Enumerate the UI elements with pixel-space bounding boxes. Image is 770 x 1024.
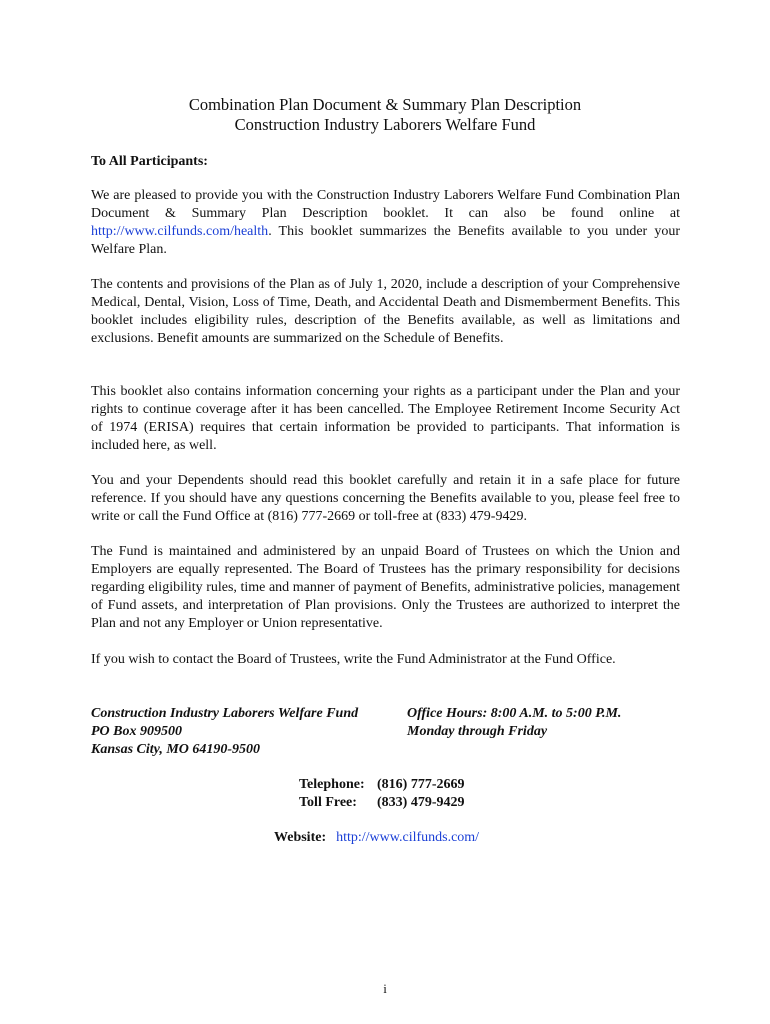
website-row bbox=[274, 829, 479, 847]
telephone-value: (816) 777-2669 bbox=[377, 777, 465, 792]
document-subtitle: Construction Industry Laborers Welfare Fund bbox=[234, 115, 536, 134]
tollfree-label: Toll Free: bbox=[299, 795, 357, 810]
paragraph-contact-board: If you wish to contact the Board of Trustees, write the Fund Administrator at the Fund Office. bbox=[91, 652, 616, 667]
address-po-box: PO Box 909500 bbox=[91, 724, 182, 739]
health-link[interactable]: http://www.cilfunds.com/health bbox=[91, 224, 269, 239]
office-hours-days: Monday through Friday bbox=[407, 724, 548, 739]
tollfree-row bbox=[299, 794, 465, 812]
office-hours-time: Office Hours: 8:00 A.M. to 5:00 P.M. bbox=[407, 706, 622, 721]
mailing-address bbox=[91, 705, 391, 759]
paragraph-intro-text: We are pleased to provide you with the Construction Industry Laborers Welfare Fund Combination Plan Document & Summary Plan Description booklet. It can also be found online at bbox=[91, 188, 680, 221]
telephone-label: Telephone: bbox=[299, 777, 365, 792]
phone-numbers bbox=[299, 776, 465, 812]
website-link[interactable]: http://www.cilfunds.com/ bbox=[336, 830, 480, 845]
paragraph-trustees: The Fund is maintained and administered by an unpaid Board of Trustees on which the Union and Employers are equally represented. The Board of Trustees has the primary responsibility for decisions regarding eligibility rules, time and manner of payment of Benefits, administrative policies, management of Fund assets, and interpretation of Plan provisions. Only the Trustees are authorized to interpret the Plan and not any Employer or Union representative. bbox=[91, 544, 680, 631]
paragraph-contents: The contents and provisions of the Plan as of July 1, 2020, include a description of your Comprehensive Medical, Dental, Vision, Loss of Time, Death, and Accidental Death and Dismemberment Benefits. This booklet includes eligibility rules, description of the Benefits available, as well as limitations and exclusions. Benefit amounts are summarized on the Schedule of Benefits. bbox=[91, 277, 680, 346]
paragraph-rights: This booklet also contains information concerning your rights as a participant under the Plan and your rights to continue coverage after it has been cancelled. The Employee Retirement Income Security Act of 1974 (ERISA) requires that certain information be provided to participants. That information is included here, as well. bbox=[91, 384, 680, 453]
address-name: Construction Industry Laborers Welfare Fund bbox=[91, 706, 359, 721]
website-label: Website: bbox=[274, 830, 327, 845]
salutation: To All Participants: bbox=[91, 154, 208, 169]
telephone-row bbox=[299, 776, 465, 794]
paragraph-intro bbox=[91, 187, 680, 259]
tollfree-value: (833) 479-9429 bbox=[377, 795, 465, 810]
page-number: i bbox=[383, 981, 387, 996]
paragraph-intro-text-end: . This booklet summarizes the Benefits available to you under your Welfare Plan. bbox=[91, 224, 680, 257]
office-hours bbox=[407, 705, 687, 741]
document-title: Combination Plan Document & Summary Plan Description bbox=[188, 95, 582, 114]
address-city: Kansas City, MO 64190-9500 bbox=[91, 742, 261, 757]
paragraph-dependents: You and your Dependents should read this booklet carefully and retain it in a safe place for future reference. If you should have any questions concerning the Benefits available to you, please feel free to write or call the Fund Office at (816) 777-2669 or toll-free at (833) 479-9429. bbox=[91, 473, 680, 524]
